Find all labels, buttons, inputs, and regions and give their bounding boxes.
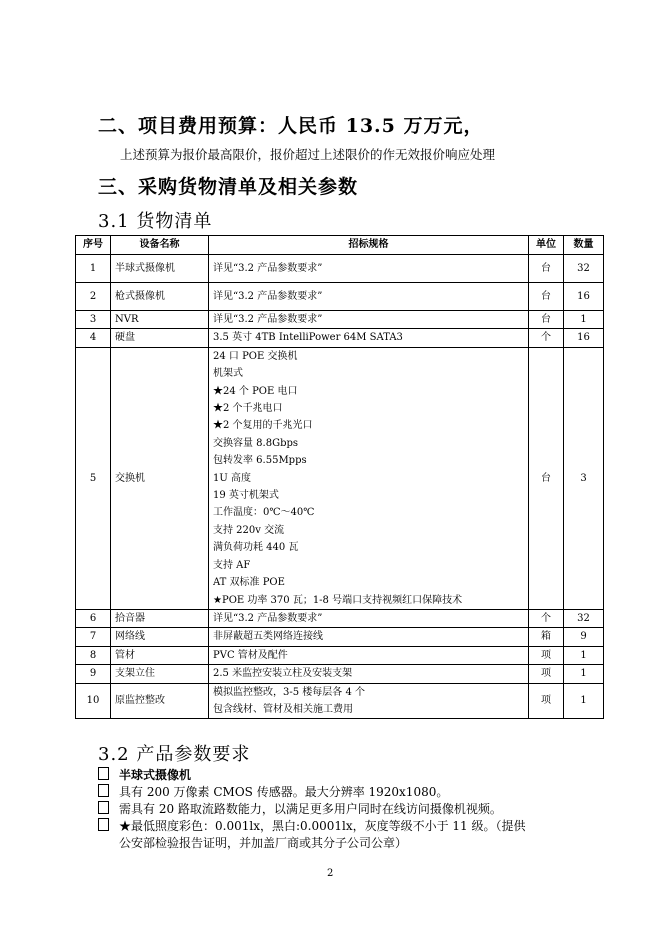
cell-name: 支架立住 — [111, 665, 209, 683]
table-row — [76, 683, 604, 719]
cell-name: 半球式摄像机 — [111, 255, 209, 283]
cell-qty: 1 — [564, 311, 604, 329]
cell-no: 4 — [76, 329, 111, 347]
spec-line: ★POE 功率 370 瓦；1-8 号端口支持视频红口保障技术 — [213, 594, 463, 606]
spec-line: 支持 220v 交流 — [213, 524, 285, 536]
cell-unit: 箱 — [529, 628, 564, 646]
cell-qty: 1 — [564, 683, 604, 719]
goods-list-subheading: 3.1 货物清单 — [98, 211, 213, 232]
bullet-box-icon — [98, 801, 109, 814]
cell-unit: 台 — [529, 283, 564, 311]
spec-line: ★2 个复用的千兆光口 — [213, 420, 313, 432]
cell-spec — [209, 347, 529, 609]
table-row — [76, 347, 604, 609]
cell-qty: 16 — [564, 329, 604, 347]
cell-no: 9 — [76, 665, 111, 683]
spec-line: 机架式 — [213, 368, 243, 380]
table-row — [76, 628, 604, 646]
cell-unit: 个 — [529, 609, 564, 627]
cell-spec — [209, 628, 529, 646]
cell-name: 管材 — [111, 646, 209, 664]
cell-name: 枪式摄像机 — [111, 283, 209, 311]
param-text: ★最低照度彩色：0.001lx，黑白:0.0001lx，灰度等级不小于 11 级。（提供 — [119, 819, 526, 833]
cell-spec — [209, 255, 529, 283]
goods-table — [75, 235, 604, 719]
cell-no: 7 — [76, 628, 111, 646]
param-text: 需具有 20 路取流路数能力，以满足更多用户同时在线访问摄像机视频。 — [119, 802, 502, 816]
spec-line: 支持 AF — [213, 559, 251, 571]
spec-line: ★24 个 POE 电口 — [213, 385, 298, 397]
cell-name: 原监控整改 — [111, 683, 209, 719]
params-subheading: 3.2 产品参数要求 — [98, 744, 251, 765]
cell-unit: 台 — [529, 311, 564, 329]
cell-unit: 项 — [529, 646, 564, 664]
cell-qty: 16 — [564, 283, 604, 311]
spec-line: 2.5 米监控安装立柱及安装支架 — [213, 668, 353, 680]
cell-qty: 32 — [564, 609, 604, 627]
spec-line: ★2 个千兆电口 — [213, 403, 283, 415]
cell-qty: 1 — [564, 665, 604, 683]
param-item-continued: 公安部检验报告证明，并加盖厂商或其分子公司公章） — [119, 836, 408, 850]
table-row — [76, 665, 604, 683]
header-unit: 单位 — [529, 236, 564, 255]
spec-line: 非屏蔽超五类网络连接线 — [213, 631, 323, 643]
table-row — [76, 329, 604, 347]
cell-no: 3 — [76, 311, 111, 329]
spec-line: 19 英寸机架式 — [213, 490, 279, 502]
cell-spec — [209, 311, 529, 329]
cell-name: NVR — [111, 311, 209, 329]
budget-heading: 二、项目费用预算：人民币 13.5 万万元， — [98, 115, 484, 137]
cell-qty: 3 — [564, 347, 604, 609]
spec-line: 详见“3.2 产品参数要求” — [213, 612, 323, 624]
bullet-box-icon — [98, 784, 109, 797]
cell-name: 网络线 — [111, 628, 209, 646]
cell-spec — [209, 683, 529, 719]
header-name: 设备名称 — [111, 236, 209, 255]
bullet-box-icon — [98, 767, 109, 780]
cell-no: 5 — [76, 347, 111, 609]
spec-line: 1U 高度 — [213, 472, 251, 484]
cell-name: 硬盘 — [111, 329, 209, 347]
cell-spec — [209, 665, 529, 683]
cell-no: 10 — [76, 683, 111, 719]
params-title: 半球式摄像机 — [119, 768, 192, 782]
cell-spec — [209, 646, 529, 664]
cell-spec — [209, 283, 529, 311]
spec-line: 详见“3.2 产品参数要求” — [213, 314, 323, 325]
header-spec: 招标规格 — [209, 236, 529, 255]
param-text: 具有 200 万像素 CMOS 传感器。最大分辨率 1920x1080。 — [119, 785, 449, 799]
cell-no: 1 — [76, 255, 111, 283]
cell-qty: 9 — [564, 628, 604, 646]
bullet-box-icon — [98, 818, 109, 831]
cell-no: 6 — [76, 609, 111, 627]
spec-line: PVC 管材及配件 — [213, 649, 288, 661]
spec-line: 详见“3.2 产品参数要求” — [213, 290, 323, 302]
cell-name: 交换机 — [111, 347, 209, 609]
spec-line: 3.5 英寸 4TB IntelliPower 64M SATA3 — [213, 332, 403, 344]
params-title-line — [98, 767, 191, 784]
spec-line: 模拟监控整改，3-5 楼每层各 4 个 — [213, 686, 366, 698]
spec-line: 详见“3.2 产品参数要求” — [213, 262, 323, 274]
spec-line: AT 双标准 POE — [213, 577, 285, 589]
spec-line: 交换容量 8.8Gbps — [213, 437, 299, 449]
cell-unit: 台 — [529, 347, 564, 609]
table-row — [76, 609, 604, 627]
spec-line: 满负荷功耗 440 瓦 — [213, 542, 299, 554]
cell-spec — [209, 329, 529, 347]
cell-name: 拾音器 — [111, 609, 209, 627]
table-header-row — [76, 236, 604, 255]
cell-spec — [209, 609, 529, 627]
param-item — [98, 818, 526, 835]
param-item — [98, 801, 502, 818]
table-row — [76, 255, 604, 283]
table-row — [76, 646, 604, 664]
cell-unit: 个 — [529, 329, 564, 347]
budget-note: 上述预算为报价最高限价，报价超过上述限价的作无效报价响应处理 — [120, 147, 496, 162]
cell-qty: 1 — [564, 646, 604, 664]
param-item — [98, 784, 448, 801]
header-qty: 数量 — [564, 236, 604, 255]
cell-qty: 32 — [564, 255, 604, 283]
cell-no: 8 — [76, 646, 111, 664]
goods-section-heading: 三、采购货物清单及相关参数 — [98, 176, 359, 198]
spec-line: 包含线材、管材及相关施工费用 — [213, 703, 353, 715]
cell-unit: 项 — [529, 683, 564, 719]
table-row — [76, 311, 604, 329]
spec-line: 24 口 POE 交换机 — [213, 350, 298, 362]
spec-line: 包转发率 6.55Mpps — [213, 455, 307, 467]
table-row — [76, 283, 604, 311]
cell-unit: 台 — [529, 255, 564, 283]
cell-unit: 项 — [529, 665, 564, 683]
cell-no: 2 — [76, 283, 111, 311]
spec-line: 工作温度：0℃～40℃ — [213, 507, 315, 519]
page-number: 2 — [327, 868, 334, 879]
header-no: 序号 — [76, 236, 111, 255]
